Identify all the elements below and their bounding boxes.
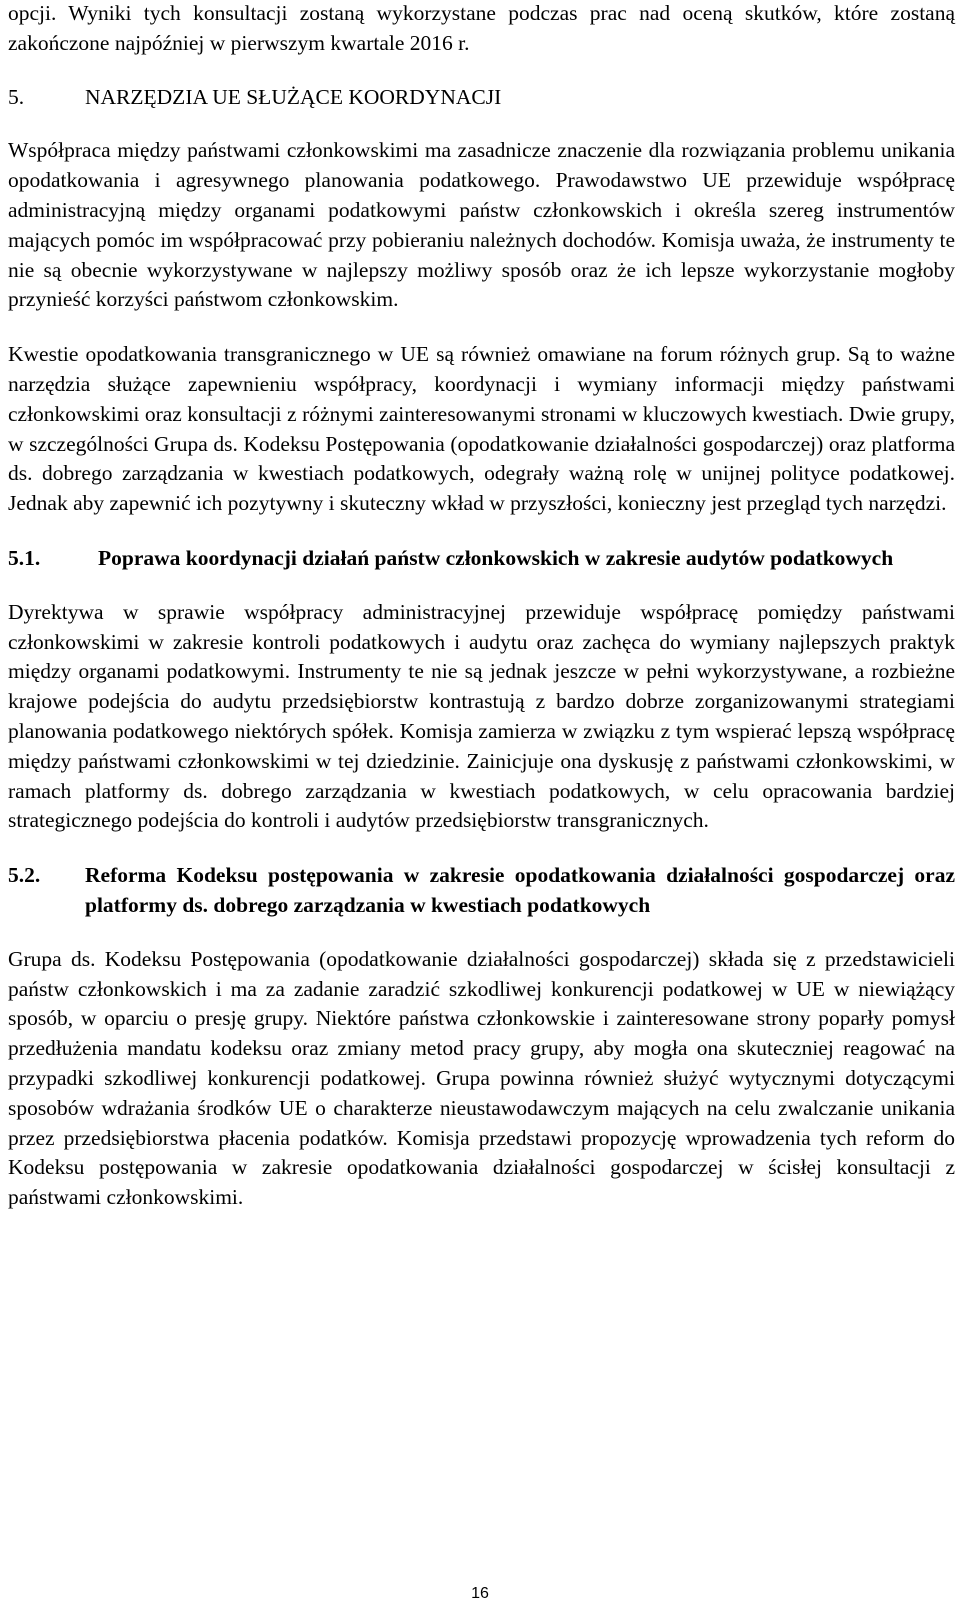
section-5-heading <box>8 83 955 113</box>
section-5-number: 5. <box>8 84 25 109</box>
section-5-1-number: 5.1. <box>8 545 41 570</box>
document-page <box>8 0 955 1213</box>
section-5-2-title: Reforma Kodeksu postępowania w zakresie opodatkowania działalności gospodarczej oraz platformy ds. dobrego zarządzania w kwestiach podatkowych <box>85 863 955 917</box>
section-5-1-paragraph: Dyrektywa w sprawie współpracy administracyjnej przewiduje współpracę pomiędzy państwami członkowskimi w zakresie kontroli podatkowych i audytu oraz zachęca do wymiany najlepszych praktyk między organami podatkowymi. Instrumenty te nie są jednak jeszcze w pełni wykorzystywane, a rozbieżne krajowe podejścia do audytu przedsiębiorstw kontrastują z bardzo dobrze zorganizowanymi strategiami planowania podatkowego niektórych spółek. Komisja zamierza w związku z tym wspierać lepszą współpracę między państwami członkowskimi w tej dziedzinie. Zainicjuje ona dyskusję z państwami członkowskimi, w ramach platformy ds. dobrego zarządzania w kwestiach podatkowych, w celu opracowania bardziej strategicznego podejścia do kontroli i audytów przedsiębiorstw transgranicznych. <box>8 599 955 833</box>
section-5-2-paragraph: Grupa ds. Kodeksu Postępowania (opodatkowanie działalności gospodarczej) składa się z przedstawicieli państw członkowskich i ma za zadanie zaradzić szkodliwej konkurencji podatkowej w UE w niewiążący sposób, w oparciu o presję grupy. Niektóre państwa członkowskie i zainteresowane strony poparły pomysł przedłużenia mandatu kodeksu oraz zmiany metod pracy grupy, aby mogła ona skuteczniej reagować na przypadki szkodliwej konkurencji podatkowej. Grupa powinna również służyć wytycznymi dotyczącymi sposobów wdrażania środków UE o charakterze nieustawodawczym mających na celu zwalczanie unikania przez przedsiębiorstwa płacenia podatków. Komisja przedstawi propozycję wprowadzenia tych reform do Kodeksu postępowania w zakresie opodatkowania działalności gospodarczej w ścisłej konsultacji z państwami członkowskimi. <box>8 946 955 1210</box>
section-5-1-heading <box>8 544 955 574</box>
page-number: 16 <box>471 1585 489 1602</box>
section-5-title: NARZĘDZIA UE SŁUŻĄCE KOORDYNACJI <box>85 84 502 109</box>
intro-paragraph: opcji. Wyniki tych konsultacji zostaną wykorzystane podczas prac nad oceną skutków, które zostaną zakończone najpóźniej w pierwszym kwartale 2016 r. <box>8 1 955 55</box>
section-5-paragraph-1: Współpraca między państwami członkowskimi ma zasadnicze znaczenie dla rozwiązania problemu unikania opodatkowania i agresywnego planowania podatkowego. Prawodawstwo UE przewiduje współpracę administracyjną między organami podatkowymi państw członkowskich i określa szereg instrumentów mających pomóc im współpracować przy pobieraniu należnych dochodów. Komisja uważa, że instrumenty te nie są obecnie wykorzystywane w najlepszy możliwy sposób oraz że ich lepsze wykorzystanie mogłoby przynieść korzyści państwom członkowskim. <box>8 138 955 312</box>
section-5-1-title: Poprawa koordynacji działań państw członkowskich w zakresie audytów podatkowych <box>98 545 894 570</box>
section-5-2-number: 5.2. <box>8 863 41 888</box>
section-5-2-heading <box>8 861 955 921</box>
section-5-paragraph-2: Kwestie opodatkowania transgranicznego w UE są również omawiane na forum różnych grup. Są to ważne narzędzia służące zapewnieniu współpracy, koordynacji i wymiany informacji między państwami członkowskimi oraz konsultacji z różnymi zainteresowanymi stronami w kluczowych kwestiach. Dwie grupy, w szczególności Grupa ds. Kodeksu Postępowania (opodatkowanie działalności gospodarczej) oraz platforma ds. dobrego zarządzania w kwestiach podatkowych, odegrały ważną rolę w unijnej polityce podatkowej. Jednak aby zapewnić ich pozytywny i skuteczny wkład w przyszłości, konieczny jest przegląd tych narzędzi. <box>8 342 955 516</box>
